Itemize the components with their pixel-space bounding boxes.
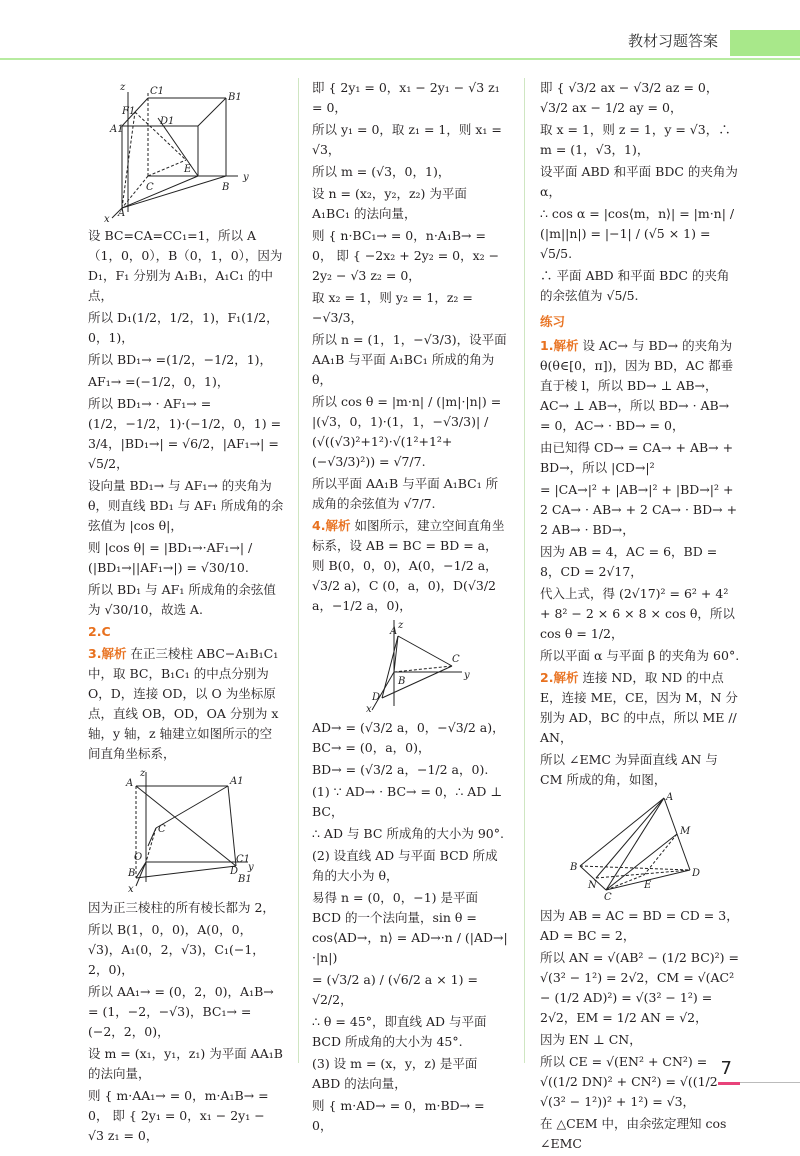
fig4-label: D (692, 868, 701, 879)
answer-item-2 (88, 622, 284, 642)
text-line: 所以 CE = √(EN² + CN²) = √((1/2 DN)² + CN²) = √((1/2 √(3² − 1²))² + 1²) = √3， (540, 1054, 718, 1109)
text-line: (1) ∵ AD→ · BC→ = 0，∴ AD ⊥ BC， (312, 784, 503, 819)
answer-choice: C (101, 624, 111, 639)
header-rule (0, 58, 800, 60)
fig4-label: M (680, 826, 691, 837)
text-line: 连接 ND，取 ND 的中点 E，连接 ME，CE，因为 M，N 分别为 AD，BC 的中点，所以 ME // AN， (540, 670, 738, 745)
column-3 (540, 78, 740, 1156)
text-line: = |CA→|² + |AB→|² + |BD→|² + 2 CA→ · AB→ + 2 CA→ · BD→ + 2 AB→ · BD→， (540, 482, 738, 537)
fig1-label: B (222, 182, 230, 193)
text-line: 因为 AB = 4，AC = 6，BD = 8，CD = 2√17， (540, 544, 718, 579)
figure-tetrahedron (312, 618, 482, 714)
analysis-tag: 解析 (325, 518, 351, 533)
text-line: 所以 m = (√3，0，1)， (312, 164, 451, 179)
text-line: 取 x = 1，则 z = 1，y = √3，∴ m = (1，√3，1)， (540, 122, 731, 157)
fig3-label: A (390, 626, 398, 637)
text-line: 代入上式，得 (2√17)² = 6² + 4² + 8² − 2 × 6 × 8 × cos θ，所以 cos θ = 1/2， (540, 586, 735, 641)
text-line: (2) 设直线 AD 与平面 BCD 所成角的大小为 θ， (312, 848, 498, 883)
text-line: 所以 AA₁→ = (0，2，0)，A₁B→ = (1，−2，−√3)，BC₁→ = (−2，2，0)， (88, 984, 274, 1039)
page-number-accent (718, 1082, 740, 1085)
text-line: 则 |cos θ| = |BD₁→·AF₁→| / (|BD₁→||AF₁→|) = √30/10. (88, 540, 253, 575)
analysis-tag: 解析 (101, 646, 127, 661)
text-line: 易得 n = (0，0，−1) 是平面 BCD 的一个法向量，sin θ = cos⟨AD→，n⟩ = AD→·n / (|AD→|·|n|) (312, 890, 508, 965)
fig3-label: C (452, 654, 460, 665)
fig2-label: y (248, 862, 254, 873)
text-line: 则 { m·AA₁→ = 0，m·A₁B→ = 0， 即 { 2y₁ = 0，x₁ − 2y₁ − √3 z₁ = 0， (88, 1088, 269, 1143)
fig1-label: x (104, 214, 110, 222)
practice-heading: 练习 (540, 314, 566, 329)
footer-rule (740, 1082, 800, 1083)
text-line: 即 { 2y₁ = 0，x₁ − 2y₁ − √3 z₁ = 0， (312, 80, 500, 115)
fig1-label: A1 (110, 124, 124, 135)
fig3-label: D (372, 692, 381, 703)
item-number: 2. (540, 670, 554, 685)
text-line: 设 n = (x₂，y₂，z₂) 为平面 A₁BC₁ 的法向量， (312, 186, 467, 221)
fig3-label: y (464, 670, 470, 681)
text-line: 所以平面 α 与平面 β 的夹角为 60°. (540, 648, 740, 663)
fig2-label: B (128, 868, 136, 879)
text-line: 因为 AB = AC = BD = CD = 3，AD = BC = 2， (540, 908, 739, 943)
text-line: 所以 cos θ = |m·n| / (|m|·|n|) = |(√3，0，1)·(1，1，−√3/3)| / (√((√3)²+1²)·√(1²+1²+(−√3/3)²)) = √7/7. (312, 394, 502, 469)
text-line: ∴ cos α = |cos⟨m，n⟩| = |m·n| / (|m||n|) = |−1| / (√5 × 1) = √5/5. (540, 206, 735, 261)
text-line: = (√3/2 a) / (√6/2 a × 1) = √2/2， (312, 972, 478, 1007)
text-line: 所以 B(1，0，0)，A(0，0，√3)，A₁(0，2，√3)，C₁(−1，2，0)， (88, 922, 265, 977)
practice-item-2 (540, 668, 740, 748)
fig1-label: E (184, 164, 192, 175)
fig2-label: x (128, 884, 134, 894)
fig2-label: B1 (238, 874, 252, 885)
column-divider (524, 78, 525, 1063)
text-line: ∴ AD 与 BC 所成角的大小为 90°. (312, 826, 504, 841)
fig1-label: y (243, 172, 249, 183)
fig4-label: C (604, 892, 612, 902)
fig4-label: B (570, 862, 578, 873)
text-line: AD→ = (√3/2 a，0，−√3/2 a)，BC→ = (0，a，0)， (312, 720, 505, 755)
fig1-label: z (120, 82, 126, 93)
text-line: 设 m = (x₁，y₁，z₁) 为平面 AA₁B 的法向量， (88, 1046, 283, 1081)
figure-prism (88, 766, 258, 894)
text-line: 所以 n = (1，1，−√3/3)，设平面 AA₁B 与平面 A₁BC₁ 所成的角为 θ， (312, 332, 507, 387)
text-line: 所以平面 AA₁B 与平面 A₁BC₁ 所成角的余弦值为 √7/7. (312, 476, 499, 511)
text-line: 因为正三棱柱的所有棱长都为 2， (88, 900, 275, 915)
fig3-label: B (398, 676, 406, 687)
fig1-label: B1 (228, 92, 242, 103)
text-line: 所以 BD₁ 与 AF₁ 所成角的余弦值为 √30/10，故选 A. (88, 582, 276, 617)
text-line: 则 { m·AD→ = 0，m·BD→ = 0， (312, 1098, 485, 1133)
text-line: 所以 BD₁→ · AF₁→ = (1/2，−1/2，1)·(−1/2，0，1) = 3/4，|BD₁→| = √6/2，|AF₁→| = √5/2， (88, 396, 282, 471)
text-line: BD→ = (√3/2 a，−1/2 a，0). (312, 762, 489, 777)
item-number: 4. (312, 518, 326, 533)
fig2-label: C1 (236, 854, 251, 865)
text-line: 在 △CEM 中，由余弦定理知 cos ∠EMC (540, 1116, 727, 1151)
page-number: 7 (720, 1058, 732, 1079)
text-line: 由已知得 CD→ = CA→ + AB→ + BD→，所以 |CD→|² (540, 440, 734, 475)
text-line: 因为 EN ⊥ CN， (540, 1032, 642, 1047)
column-1 (88, 78, 284, 1148)
fig2-label: z (140, 768, 146, 779)
header-title: 教材习题答案 (627, 32, 718, 50)
fig4-label: N (588, 880, 597, 891)
fig2-label: A (126, 778, 134, 789)
practice-item-1 (540, 336, 740, 436)
header-accent-bar (730, 30, 800, 56)
answer-item-4 (312, 516, 508, 616)
fig1-label: F1 (122, 106, 136, 117)
item-number: 2. (88, 624, 102, 639)
fig2-label: O (134, 852, 143, 863)
text-line: 设向量 BD₁→ 与 AF₁→ 的夹角为 θ，则直线 BD₁ 与 AF₁ 所成角的余弦值为 |cos θ|， (88, 478, 284, 533)
fig1-label: C (146, 182, 154, 193)
answer-item-3 (88, 644, 284, 764)
text-line: 则 { n·BC₁→ = 0，n·A₁B→ = 0， 即 { −2x₂ + 2y₂ = 0，x₂ − 2y₂ − √3 z₂ = 0， (312, 228, 500, 283)
text-line: 即 { √3/2 ax − √3/2 az = 0，√3/2 ax − 1/2 ay = 0， (540, 80, 719, 115)
page-header (0, 0, 800, 62)
text-line: 所以 AN = √(AB² − (1/2 BC)²) = √(3² − 1²) = 2√2，CM = √(AC² − (1/2 AD)²) = √(3² − 1²) = 2√2，EM = 1/2 AN = √2， (540, 950, 740, 1025)
text-line: 设 AC→ 与 BD→ 的夹角为 θ(θ∈[0，π])，因为 BD，AC 都垂直于棱 l，所以 BD→ ⊥ AB→，AC→ ⊥ AB→，所以 BD→ · AB→ = 0，AC→ · BD→ = 0， (540, 338, 734, 433)
fig2-label: C (158, 824, 166, 835)
text-line: 设 BC=CA=CC₁=1，所以 A（1，0，0），B（0，1，0），因为 D₁，F₁ 分别为 A₁B₁，A₁C₁ 的中点， (88, 228, 283, 303)
text-line: (3) 设 m = (x，y，z) 是平面 ABD 的法向量， (312, 1056, 478, 1091)
fig3-label: x (366, 704, 372, 714)
figure-tetrahedron-2 (540, 792, 720, 902)
fig1-label: A (118, 208, 126, 219)
column-2 (312, 78, 508, 1138)
item-number: 1. (540, 338, 554, 353)
analysis-tag: 解析 (553, 338, 579, 353)
text-line: 所以 y₁ = 0，取 z₁ = 1，则 x₁ = √3， (312, 122, 502, 157)
text-line: 如图所示，建立空间直角坐标系，设 AB = BC = BD = a，则 B(0，0，0)，A(0，−1/2 a，√3/2 a)，C (0，a，0)，D(√3/2 a，−1/2 a，0)， (312, 518, 505, 613)
item-number: 3. (88, 646, 102, 661)
fig4-label: E (644, 880, 652, 891)
fig2-label: A1 (230, 776, 244, 787)
text-line: ∴ θ = 45°，即直线 AD 与平面 BCD 所成角的大小为 45°. (312, 1014, 487, 1049)
text-line: 所以 ∠EMC 为异面直线 AN 与 CM 所成的角，如图， (540, 752, 718, 787)
text-line: 在正三棱柱 ABC−A₁B₁C₁ 中，取 BC，B₁C₁ 的中点分别为 O，D，连接 OD，以 O 为坐标原点，直线 OB，OD，OA 分别为 x 轴，y 轴，z 轴建立如图所示的空间直角坐标系， (88, 646, 279, 761)
figure-cube (88, 80, 258, 222)
analysis-tag: 解析 (553, 670, 579, 685)
text-line: 所以 D₁(1/2，1/2，1)，F₁(1/2，0，1)， (88, 310, 279, 345)
text-line: 设平面 ABD 和平面 BDC 的夹角为 α， (540, 164, 738, 199)
fig3-label: z (398, 620, 404, 631)
column-divider (298, 78, 299, 1063)
text-line: AF₁→ =(−1/2，0，1)， (88, 374, 230, 389)
text-line: 取 x₂ = 1，则 y₂ = 1，z₂ = −√3/3， (312, 290, 473, 325)
fig1-label: C1 (150, 86, 165, 97)
text-line: 所以 BD₁→ =(1/2，−1/2，1)， (88, 352, 273, 367)
fig2-label: D (230, 866, 239, 877)
fig4-label: A (666, 792, 674, 803)
text-line: ∴ 平面 ABD 和平面 BDC 的夹角的余弦值为 √5/5. (540, 268, 730, 303)
fig1-label: D1 (160, 116, 175, 127)
